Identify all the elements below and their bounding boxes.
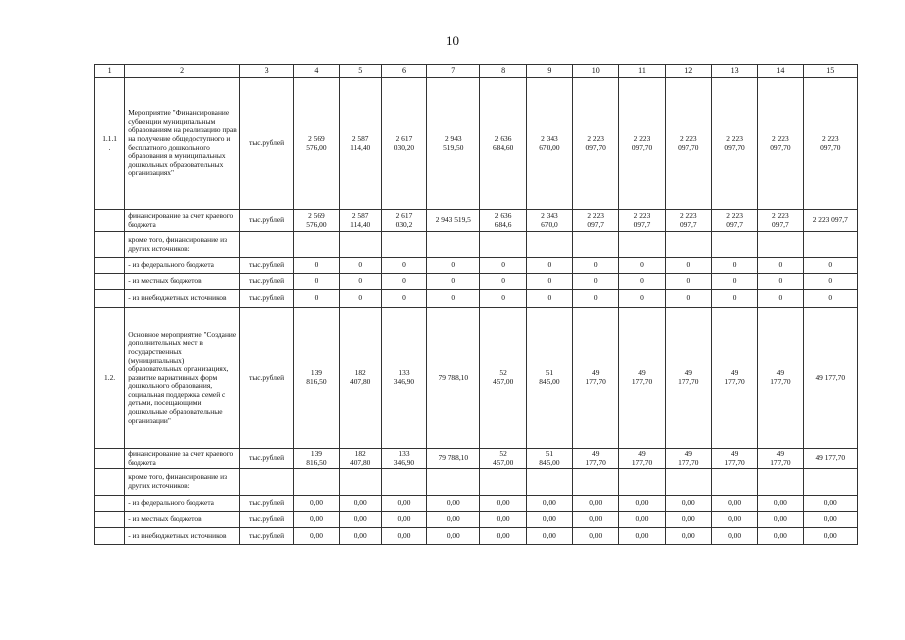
cell-y7: 0 <box>427 258 480 274</box>
cell-y6: 0 <box>381 274 426 290</box>
cell-y8: 0 <box>480 274 526 290</box>
cell-y6: 2 617 030,2 <box>381 210 426 232</box>
cell-y5: 182 407,80 <box>339 449 381 469</box>
cell-y15: 49 177,70 <box>803 449 857 469</box>
header-cell: 15 <box>803 65 857 78</box>
cell-y4: 0 <box>294 290 339 308</box>
cell-y10: 49 177,70 <box>573 308 619 449</box>
cell-y4: 0 <box>294 274 339 290</box>
cell-y12: 2 223 097,7 <box>665 210 711 232</box>
cell-unit: тыс.рублей <box>239 210 293 232</box>
cell-row-number <box>95 449 125 469</box>
cell-description: - из федерального бюджета <box>125 258 240 274</box>
cell-y13: 0,00 <box>711 512 757 528</box>
cell-y11 <box>619 232 665 258</box>
cell-y7: 0,00 <box>427 496 480 512</box>
cell-y9: 51 845,00 <box>526 449 572 469</box>
cell-y5: 0 <box>339 274 381 290</box>
cell-y9: 0 <box>526 274 572 290</box>
cell-y13: 2 223 097,7 <box>711 210 757 232</box>
cell-y8 <box>480 232 526 258</box>
cell-y5: 0 <box>339 258 381 274</box>
cell-y9 <box>526 232 572 258</box>
cell-y10: 0 <box>573 258 619 274</box>
cell-y14 <box>758 232 803 258</box>
cell-y8: 0 <box>480 290 526 308</box>
cell-y13: 49 177,70 <box>711 449 757 469</box>
cell-y4: 0,00 <box>294 496 339 512</box>
cell-y8: 2 636 684,60 <box>480 78 526 210</box>
cell-y9: 0,00 <box>526 512 572 528</box>
cell-description: кроме того, финансирование из других источников: <box>125 469 240 496</box>
cell-unit: тыс.рублей <box>239 512 293 528</box>
cell-y7 <box>427 469 480 496</box>
cell-y9: 0,00 <box>526 528 572 545</box>
cell-description: финансирование за счет краевого бюджета <box>125 210 240 232</box>
cell-y6: 0 <box>381 258 426 274</box>
table-row <box>95 308 858 449</box>
cell-y15: 0,00 <box>803 528 857 545</box>
cell-y6: 0,00 <box>381 512 426 528</box>
cell-y5: 0 <box>339 290 381 308</box>
cell-y4: 139 816,50 <box>294 308 339 449</box>
cell-y9: 2 343 670,00 <box>526 78 572 210</box>
cell-y8: 0 <box>480 258 526 274</box>
cell-description: Основное мероприятие "Создание дополнительных мест в государственных (муниципальных) образовательных организациях, развитие вариативных форм дошкольного образования, социальная поддержка семей с детьми, посещающими дошкольные образовательные организации" <box>125 308 240 449</box>
cell-y15: 0 <box>803 290 857 308</box>
cell-row-number: 1.1.1 . <box>95 78 125 210</box>
cell-y9: 2 343 670,0 <box>526 210 572 232</box>
cell-y14: 0 <box>758 290 803 308</box>
cell-y8: 0,00 <box>480 512 526 528</box>
header-cell: 11 <box>619 65 665 78</box>
cell-y5: 0,00 <box>339 512 381 528</box>
cell-y15: 49 177,70 <box>803 308 857 449</box>
header-cell: 9 <box>526 65 572 78</box>
cell-description: Мероприятие "Финансирование субвенции муниципальным образованиям на реализацию прав на получение общедоступного и бесплатного дошкольного образования в муниципальных дошкольных образовательных организациях" <box>125 78 240 210</box>
cell-y5: 0,00 <box>339 496 381 512</box>
cell-y14: 2 223 097,70 <box>758 78 803 210</box>
cell-y7: 79 788,10 <box>427 449 480 469</box>
cell-y11: 0 <box>619 258 665 274</box>
cell-unit: тыс.рублей <box>239 290 293 308</box>
cell-y8 <box>480 469 526 496</box>
cell-y12 <box>665 232 711 258</box>
cell-y6: 0,00 <box>381 496 426 512</box>
cell-y12: 0 <box>665 258 711 274</box>
cell-y13 <box>711 469 757 496</box>
cell-description: - из федерального бюджета <box>125 496 240 512</box>
cell-y14 <box>758 469 803 496</box>
cell-y14: 2 223 097,7 <box>758 210 803 232</box>
cell-y6: 0 <box>381 290 426 308</box>
cell-y12: 0,00 <box>665 496 711 512</box>
table-row <box>95 290 858 308</box>
cell-unit: тыс.рублей <box>239 78 293 210</box>
cell-unit: тыс.рублей <box>239 496 293 512</box>
cell-y9: 51 845,00 <box>526 308 572 449</box>
cell-y6: 0,00 <box>381 528 426 545</box>
budget-table <box>94 64 858 545</box>
cell-y6: 2 617 030,20 <box>381 78 426 210</box>
cell-y8: 0,00 <box>480 496 526 512</box>
cell-y11: 49 177,70 <box>619 308 665 449</box>
cell-y12: 0,00 <box>665 512 711 528</box>
table-row <box>95 449 858 469</box>
cell-y4: 0,00 <box>294 528 339 545</box>
cell-y9: 0 <box>526 290 572 308</box>
cell-y9 <box>526 469 572 496</box>
cell-y5: 0,00 <box>339 528 381 545</box>
cell-unit: тыс.рублей <box>239 449 293 469</box>
cell-y13: 2 223 097,70 <box>711 78 757 210</box>
table-row <box>95 512 858 528</box>
cell-y7: 2 943 519,50 <box>427 78 480 210</box>
page-number: 10 <box>446 33 459 48</box>
cell-y8: 2 636 684,6 <box>480 210 526 232</box>
cell-row-number <box>95 512 125 528</box>
cell-y4: 2 569 576,00 <box>294 210 339 232</box>
cell-y12: 49 177,70 <box>665 308 711 449</box>
cell-y7: 0 <box>427 290 480 308</box>
cell-y4: 0,00 <box>294 512 339 528</box>
header-cell: 7 <box>427 65 480 78</box>
cell-y12: 2 223 097,70 <box>665 78 711 210</box>
cell-y10 <box>573 232 619 258</box>
cell-unit: тыс.рублей <box>239 528 293 545</box>
header-cell: 2 <box>125 65 240 78</box>
cell-y10: 49 177,70 <box>573 449 619 469</box>
cell-y11: 0,00 <box>619 512 665 528</box>
cell-y5: 182 407,80 <box>339 308 381 449</box>
cell-y6: 133 346,90 <box>381 308 426 449</box>
cell-y7 <box>427 232 480 258</box>
cell-y15: 2 223 097,70 <box>803 78 857 210</box>
cell-y12 <box>665 469 711 496</box>
cell-description: - из внебюджетных источников <box>125 528 240 545</box>
cell-y4 <box>294 232 339 258</box>
cell-y13: 0 <box>711 274 757 290</box>
cell-unit: тыс.рублей <box>239 258 293 274</box>
table-row <box>95 528 858 545</box>
cell-y5 <box>339 232 381 258</box>
cell-y14: 49 177,70 <box>758 449 803 469</box>
cell-y11: 0,00 <box>619 528 665 545</box>
cell-y15: 0 <box>803 258 857 274</box>
cell-y8: 52 457,00 <box>480 449 526 469</box>
cell-y10: 0 <box>573 290 619 308</box>
cell-y8: 0,00 <box>480 528 526 545</box>
cell-y13: 0 <box>711 290 757 308</box>
cell-y14: 0,00 <box>758 528 803 545</box>
table-row <box>95 274 858 290</box>
cell-y8: 52 457,00 <box>480 308 526 449</box>
header-cell: 3 <box>239 65 293 78</box>
cell-y10: 0 <box>573 274 619 290</box>
cell-y10: 2 223 097,7 <box>573 210 619 232</box>
cell-y10: 0,00 <box>573 496 619 512</box>
cell-y6: 133 346,90 <box>381 449 426 469</box>
cell-row-number <box>95 290 125 308</box>
cell-y10: 0,00 <box>573 528 619 545</box>
cell-y5 <box>339 469 381 496</box>
cell-y13: 0,00 <box>711 496 757 512</box>
cell-y12: 0 <box>665 274 711 290</box>
cell-row-number <box>95 210 125 232</box>
table-row <box>95 78 858 210</box>
table-row <box>95 232 858 258</box>
header-cell: 4 <box>294 65 339 78</box>
cell-y11: 0 <box>619 274 665 290</box>
cell-y11 <box>619 469 665 496</box>
cell-y5: 2 587 114,40 <box>339 210 381 232</box>
header-row <box>95 65 858 78</box>
header-cell: 14 <box>758 65 803 78</box>
header-cell: 6 <box>381 65 426 78</box>
cell-y7: 79 788,10 <box>427 308 480 449</box>
cell-y14: 49 177,70 <box>758 308 803 449</box>
cell-y12: 49 177,70 <box>665 449 711 469</box>
cell-y9: 0 <box>526 258 572 274</box>
cell-description: - из местных бюджетов <box>125 274 240 290</box>
table-row <box>95 469 858 496</box>
cell-y11: 49 177,70 <box>619 449 665 469</box>
cell-row-number <box>95 232 125 258</box>
cell-y13 <box>711 232 757 258</box>
cell-y6 <box>381 232 426 258</box>
cell-y15: 0,00 <box>803 496 857 512</box>
cell-y15 <box>803 232 857 258</box>
header-cell: 1 <box>95 65 125 78</box>
cell-y15: 0,00 <box>803 512 857 528</box>
cell-y4: 0 <box>294 258 339 274</box>
cell-y11: 0,00 <box>619 496 665 512</box>
cell-y7: 2 943 519,5 <box>427 210 480 232</box>
header-cell: 13 <box>711 65 757 78</box>
cell-y11: 2 223 097,7 <box>619 210 665 232</box>
cell-y10 <box>573 469 619 496</box>
cell-unit <box>239 469 293 496</box>
cell-y14: 0 <box>758 274 803 290</box>
header-cell: 5 <box>339 65 381 78</box>
cell-y13: 0,00 <box>711 528 757 545</box>
cell-row-number <box>95 274 125 290</box>
cell-row-number <box>95 469 125 496</box>
cell-description: кроме того, финансирование из других источников: <box>125 232 240 258</box>
cell-y10: 2 223 097,70 <box>573 78 619 210</box>
cell-y15 <box>803 469 857 496</box>
cell-row-number: 1.2. <box>95 308 125 449</box>
cell-row-number <box>95 496 125 512</box>
table-row <box>95 496 858 512</box>
cell-y11: 2 223 097,70 <box>619 78 665 210</box>
cell-y7: 0 <box>427 274 480 290</box>
cell-y15: 0 <box>803 274 857 290</box>
cell-y6 <box>381 469 426 496</box>
cell-unit: тыс.рублей <box>239 274 293 290</box>
cell-y13: 49 177,70 <box>711 308 757 449</box>
table-row <box>95 210 858 232</box>
cell-row-number <box>95 258 125 274</box>
cell-y11: 0 <box>619 290 665 308</box>
cell-y12: 0 <box>665 290 711 308</box>
cell-y7: 0,00 <box>427 528 480 545</box>
cell-y15: 2 223 097,7 <box>803 210 857 232</box>
cell-y4: 139 816,50 <box>294 449 339 469</box>
cell-y13: 0 <box>711 258 757 274</box>
cell-y12: 0,00 <box>665 528 711 545</box>
cell-description: финансирование за счет краевого бюджета <box>125 449 240 469</box>
cell-y14: 0,00 <box>758 512 803 528</box>
cell-y4 <box>294 469 339 496</box>
header-cell: 10 <box>573 65 619 78</box>
cell-y14: 0,00 <box>758 496 803 512</box>
cell-unit: тыс.рублей <box>239 308 293 449</box>
cell-y4: 2 569 576,00 <box>294 78 339 210</box>
cell-y9: 0,00 <box>526 496 572 512</box>
header-cell: 8 <box>480 65 526 78</box>
header-cell: 12 <box>665 65 711 78</box>
cell-y5: 2 587 114,40 <box>339 78 381 210</box>
cell-unit <box>239 232 293 258</box>
cell-y10: 0,00 <box>573 512 619 528</box>
cell-description: - из местных бюджетов <box>125 512 240 528</box>
cell-row-number <box>95 528 125 545</box>
cell-y14: 0 <box>758 258 803 274</box>
table-row <box>95 258 858 274</box>
cell-description: - из внебюджетных источников <box>125 290 240 308</box>
cell-y7: 0,00 <box>427 512 480 528</box>
